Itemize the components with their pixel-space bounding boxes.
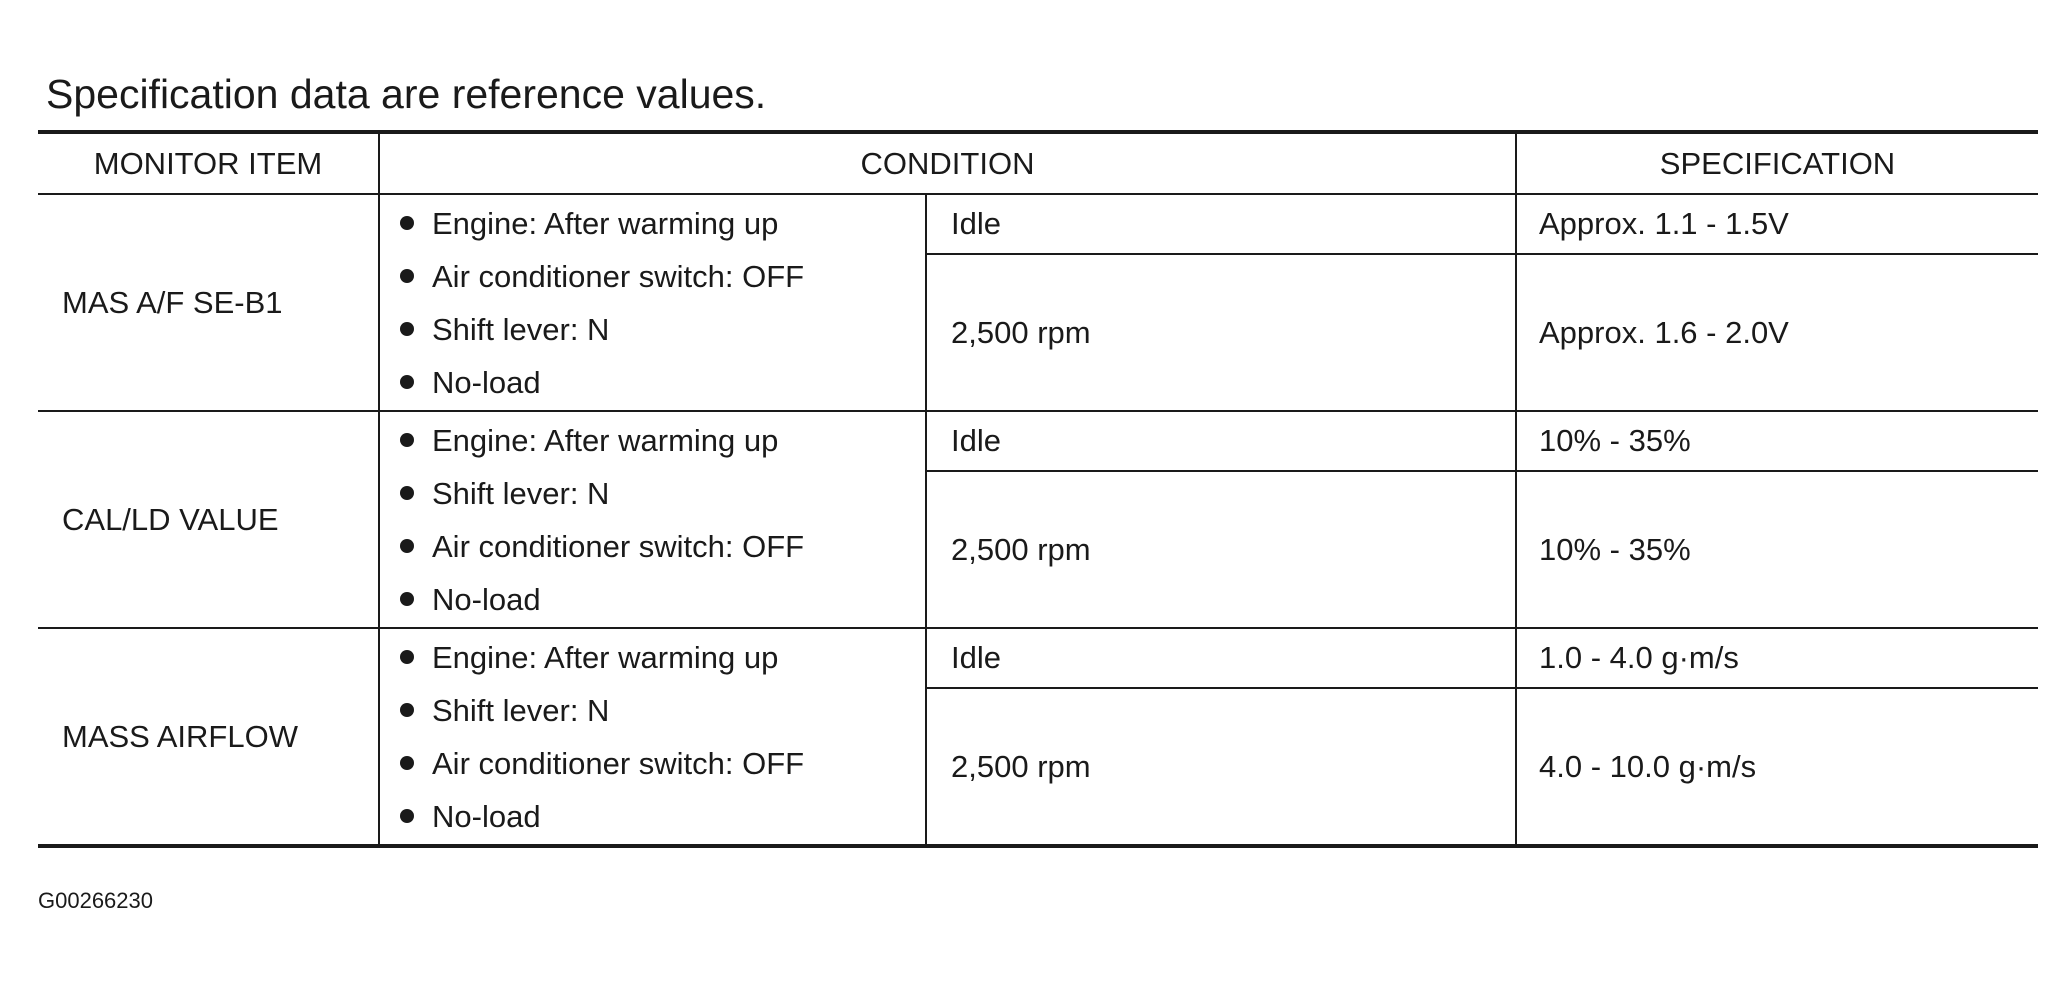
spec-value-cell: Approx. 1.1 - 1.5V — [1539, 206, 1789, 241]
engine-state-cell: Idle — [926, 194, 1516, 254]
bullet-icon — [400, 216, 414, 230]
table-row — [38, 194, 2038, 254]
condition-list — [400, 414, 925, 626]
condition-list-cell — [379, 411, 926, 628]
list-item: No-load — [400, 790, 925, 843]
engine-state-cell: 2,500 rpm — [926, 254, 1516, 411]
list-item: Engine: After warming up — [400, 414, 925, 467]
header-condition: CONDITION — [379, 132, 1516, 194]
condition-list — [400, 631, 925, 843]
bullet-icon — [400, 592, 414, 606]
table-row — [38, 628, 2038, 688]
list-item: Shift lever: N — [400, 684, 925, 737]
bullet-icon — [400, 539, 414, 553]
spec-value-cell: 1.0 - 4.0 g·m/s — [1516, 628, 2038, 688]
list-item: Shift lever: N — [400, 467, 925, 520]
intro-text: Specification data are reference values. — [46, 71, 767, 117]
bullet-icon — [400, 809, 414, 823]
bullet-icon — [400, 756, 414, 770]
monitor-item-cell: MASS AIRFLOW — [38, 628, 379, 846]
figure-id: G00266230 — [38, 888, 153, 913]
engine-state-cell: Idle — [926, 628, 1516, 688]
bullet-icon — [400, 322, 414, 336]
list-item: Air conditioner switch: OFF — [400, 250, 925, 303]
list-item: No-load — [400, 356, 925, 409]
monitor-item-cell: MAS A/F SE-B1 — [38, 194, 379, 411]
list-item: Engine: After warming up — [400, 197, 925, 250]
bullet-icon — [400, 650, 414, 664]
spec-value-cell: 10% - 35% — [1516, 471, 2038, 628]
engine-state-cell: 2,500 rpm — [926, 471, 1516, 628]
list-item: Engine: After warming up — [400, 631, 925, 684]
table-header-row — [38, 132, 2038, 194]
list-item: Air conditioner switch: OFF — [400, 520, 925, 573]
list-item: Shift lever: N — [400, 303, 925, 356]
header-specification: SPECIFICATION — [1516, 132, 2038, 194]
spec-value-cell: 4.0 - 10.0 g·m/s — [1516, 688, 2038, 846]
specification-table — [38, 130, 2038, 848]
engine-state-cell: Idle — [926, 411, 1516, 471]
monitor-item-cell: CAL/LD VALUE — [38, 411, 379, 628]
bullet-icon — [400, 433, 414, 447]
spec-value-cell: 10% - 35% — [1516, 411, 2038, 471]
spec-value-cell: Approx. 1.6 - 2.0V — [1516, 254, 2038, 411]
table-row — [38, 411, 2038, 471]
condition-list-cell — [379, 628, 926, 846]
bullet-icon — [400, 703, 414, 717]
bullet-icon — [400, 375, 414, 389]
bullet-icon — [400, 486, 414, 500]
condition-list-cell — [379, 194, 926, 411]
condition-list — [400, 197, 925, 409]
list-item: Air conditioner switch: OFF — [400, 737, 925, 790]
engine-state-cell: 2,500 rpm — [926, 688, 1516, 846]
header-monitor-item: MONITOR ITEM — [38, 132, 379, 194]
bullet-icon — [400, 269, 414, 283]
list-item: No-load — [400, 573, 925, 626]
